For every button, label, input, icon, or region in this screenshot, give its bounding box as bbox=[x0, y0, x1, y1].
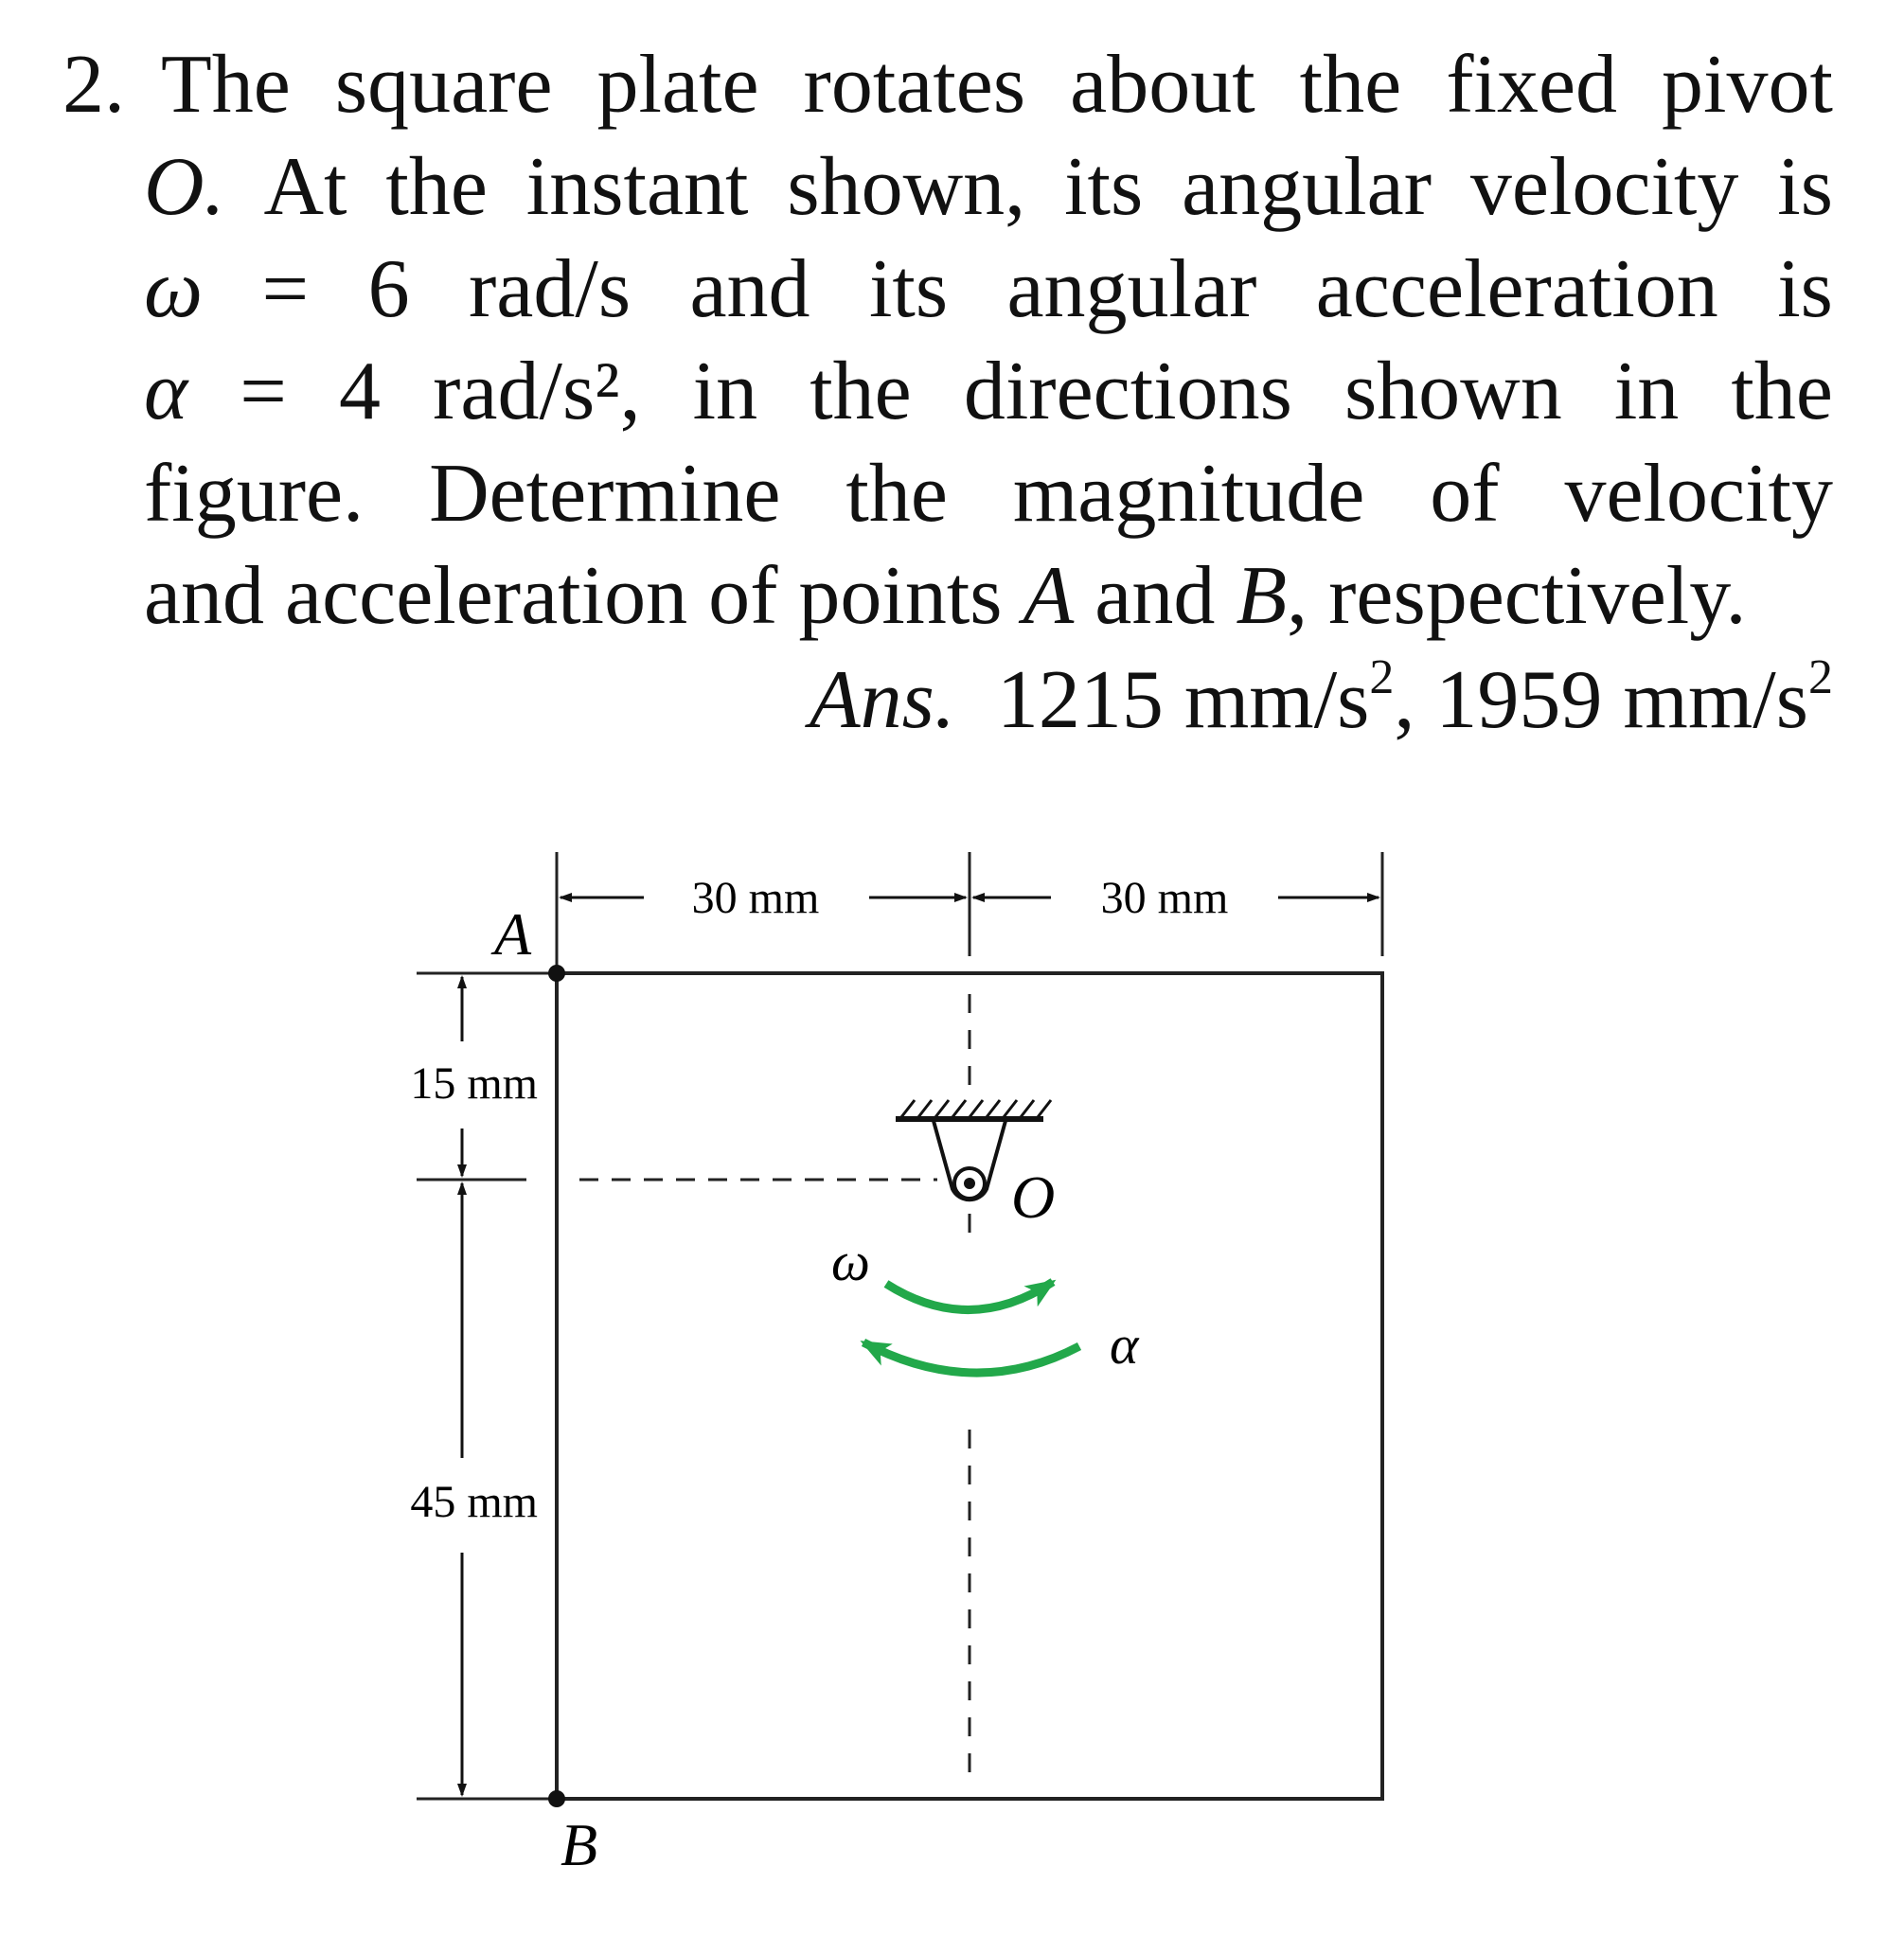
word: its bbox=[868, 243, 949, 335]
point-a-dot bbox=[548, 965, 565, 982]
dim-label-left-upper: 15 mm bbox=[410, 1058, 538, 1109]
word: about bbox=[1070, 39, 1255, 131]
problem-number: 2. bbox=[62, 39, 125, 131]
word: rotates bbox=[803, 39, 1026, 131]
alpha-arrow bbox=[863, 1342, 1079, 1373]
word: The bbox=[161, 39, 291, 131]
point-b-label: B bbox=[561, 1811, 598, 1878]
word: is bbox=[1777, 243, 1833, 335]
pivot-label-o: O bbox=[1011, 1164, 1056, 1231]
point-a-label: A bbox=[494, 900, 532, 968]
word: directions bbox=[963, 346, 1292, 437]
answer-sep: , bbox=[1394, 654, 1436, 746]
word: α bbox=[144, 346, 188, 437]
point-b-dot bbox=[548, 1790, 565, 1807]
word: = bbox=[240, 346, 287, 437]
word: the bbox=[1299, 39, 1402, 131]
word: the bbox=[1731, 346, 1833, 437]
word: ω bbox=[144, 243, 204, 335]
answer-value-2: 1959 mm/s bbox=[1435, 654, 1808, 746]
word: O. bbox=[144, 141, 225, 233]
word: shown, bbox=[787, 141, 1026, 233]
word: in bbox=[692, 346, 758, 437]
word: in bbox=[1613, 346, 1680, 437]
word: = bbox=[261, 243, 310, 335]
dim-label-left-lower: 45 mm bbox=[410, 1477, 538, 1527]
dim-label-top-left: 30 mm bbox=[691, 873, 820, 923]
line6-text-2: and bbox=[1074, 550, 1237, 642]
word: velocity bbox=[1564, 448, 1833, 540]
word: shown bbox=[1343, 346, 1562, 437]
word: the bbox=[385, 141, 488, 233]
answer-prefix: Ans. bbox=[809, 654, 955, 746]
dim-label-top-right: 30 mm bbox=[1100, 873, 1229, 923]
word: the bbox=[845, 448, 948, 540]
word: pivot bbox=[1662, 39, 1833, 131]
word: is bbox=[1777, 141, 1833, 233]
line6-text-3: , respectively. bbox=[1287, 550, 1747, 642]
word: angular bbox=[1182, 141, 1432, 233]
word: velocity bbox=[1469, 141, 1739, 233]
word: acceleration bbox=[1315, 243, 1718, 335]
word: and bbox=[689, 243, 810, 335]
square-plate bbox=[557, 973, 1382, 1799]
word: 4 bbox=[339, 346, 382, 437]
word: of bbox=[1430, 448, 1500, 540]
omega-arrow bbox=[886, 1282, 1053, 1310]
line6-text-1: and acceleration of points bbox=[144, 550, 1023, 642]
line6-point-b: B bbox=[1236, 550, 1288, 642]
word: its bbox=[1064, 141, 1144, 233]
word: plate bbox=[596, 39, 759, 131]
word: instant bbox=[525, 141, 749, 233]
word: At bbox=[263, 141, 347, 233]
word: magnitude bbox=[1012, 448, 1365, 540]
word: rad/s², bbox=[433, 346, 641, 437]
word: Determine bbox=[429, 448, 781, 540]
line6-point-a: A bbox=[1023, 550, 1075, 642]
word: figure. bbox=[144, 448, 365, 540]
word: 6 bbox=[367, 243, 410, 335]
word: rad/s bbox=[469, 243, 632, 335]
answer-value-1: 1215 mm/s bbox=[996, 654, 1370, 746]
answer-exp-1: 2 bbox=[1369, 649, 1395, 704]
answer-exp-2: 2 bbox=[1808, 649, 1833, 704]
word: angular bbox=[1006, 243, 1257, 335]
word: square bbox=[334, 39, 553, 131]
alpha-label: α bbox=[1110, 1314, 1139, 1376]
omega-label: ω bbox=[831, 1231, 870, 1292]
word: fixed bbox=[1446, 39, 1618, 131]
word: the bbox=[810, 346, 912, 437]
